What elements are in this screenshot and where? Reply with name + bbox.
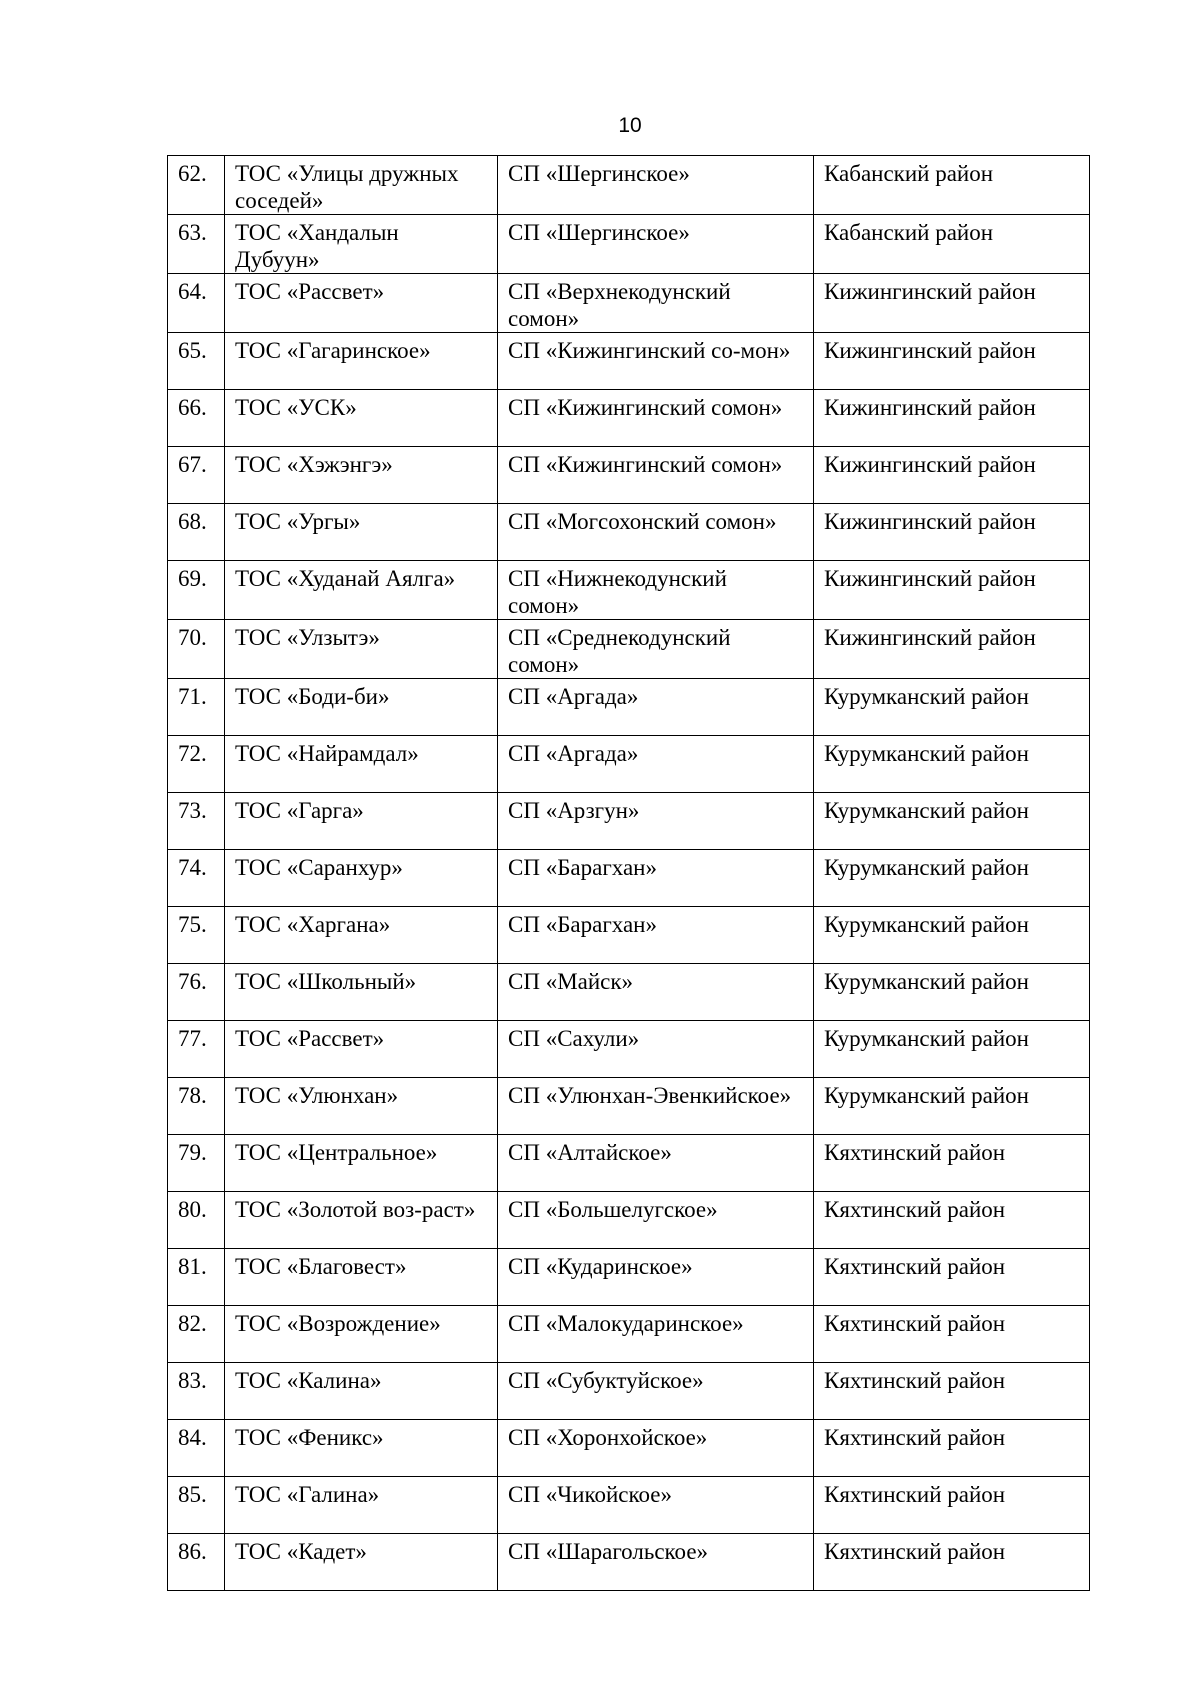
district-cell: Курумканский район [814,964,1090,1021]
tos-name-cell: ТОС «Центральное» [225,1135,498,1192]
table-row [168,1420,1090,1477]
district-cell: Кижингинский район [814,390,1090,447]
district-cell: Кяхтинский район [814,1420,1090,1477]
table-row [168,1534,1090,1591]
settlement-cell: СП «Субуктуйское» [498,1363,814,1420]
tos-name-cell: ТОС «Гарга» [225,793,498,850]
table-row [168,1363,1090,1420]
district-cell: Кяхтинский район [814,1363,1090,1420]
settlement-cell: СП «Майск» [498,964,814,1021]
settlement-cell: СП «Алтайское» [498,1135,814,1192]
settlement-cell: СП «Среднекодунский сомон» [498,620,814,679]
row-number-cell: 75. [168,907,225,964]
district-cell: Кижингинский район [814,620,1090,679]
settlement-cell: СП «Шергинское» [498,156,814,215]
district-cell: Кижингинский район [814,274,1090,333]
district-cell: Курумканский район [814,1078,1090,1135]
district-cell: Кижингинский район [814,504,1090,561]
row-number-cell: 86. [168,1534,225,1591]
row-number-cell: 74. [168,850,225,907]
row-number-cell: 70. [168,620,225,679]
row-number-cell: 67. [168,447,225,504]
page-number: 10 [618,114,642,137]
settlement-cell: СП «Арзгун» [498,793,814,850]
settlement-cell: СП «Сахули» [498,1021,814,1078]
district-cell: Кабанский район [814,215,1090,274]
settlement-cell: СП «Чикойское» [498,1477,814,1534]
settlement-cell: СП «Большелугское» [498,1192,814,1249]
district-cell: Кяхтинский район [814,1192,1090,1249]
settlement-cell: СП «Кижингинский со-мон» [498,333,814,390]
district-cell: Кяхтинский район [814,1135,1090,1192]
table-row [168,679,1090,736]
tos-name-cell: ТОС «Возрождение» [225,1306,498,1363]
row-number-cell: 79. [168,1135,225,1192]
settlement-cell: СП «Кижингинский сомон» [498,390,814,447]
table-row [168,1135,1090,1192]
district-cell: Курумканский район [814,736,1090,793]
table-row [168,907,1090,964]
table-row [168,561,1090,620]
tos-name-cell: ТОС «Улзытэ» [225,620,498,679]
settlement-cell: СП «Малокударинское» [498,1306,814,1363]
settlement-cell: СП «Нижнекодунский сомон» [498,561,814,620]
district-cell: Кяхтинский район [814,1306,1090,1363]
settlement-cell: СП «Могсохонский сомон» [498,504,814,561]
row-number-cell: 68. [168,504,225,561]
settlement-cell: СП «Шергинское» [498,215,814,274]
table-row [168,274,1090,333]
table-row [168,1192,1090,1249]
settlement-cell: СП «Хоронхойское» [498,1420,814,1477]
tos-name-cell: ТОС «Улюнхан» [225,1078,498,1135]
table-row [168,333,1090,390]
district-cell: Кяхтинский район [814,1534,1090,1591]
row-number-cell: 77. [168,1021,225,1078]
settlement-cell: СП «Верхнекодунский сомон» [498,274,814,333]
row-number-cell: 64. [168,274,225,333]
table-row [168,1477,1090,1534]
district-cell: Курумканский район [814,793,1090,850]
row-number-cell: 76. [168,964,225,1021]
tos-name-cell: ТОС «Саранхур» [225,850,498,907]
table-row [168,620,1090,679]
tos-name-cell: ТОС «Харгана» [225,907,498,964]
tos-name-cell: ТОС «Гагаринское» [225,333,498,390]
tos-name-cell: ТОС «Кадет» [225,1534,498,1591]
table-row [168,850,1090,907]
row-number-cell: 72. [168,736,225,793]
row-number-cell: 80. [168,1192,225,1249]
tos-name-cell: ТОС «Галина» [225,1477,498,1534]
settlement-cell: СП «Барагхан» [498,850,814,907]
tos-name-cell: ТОС «Рассвет» [225,1021,498,1078]
tos-name-cell: ТОС «Калина» [225,1363,498,1420]
settlement-cell: СП «Улюнхан-Эвенкийское» [498,1078,814,1135]
row-number-cell: 81. [168,1249,225,1306]
table-row [168,1021,1090,1078]
row-number-cell: 65. [168,333,225,390]
row-number-cell: 73. [168,793,225,850]
settlement-cell: СП «Аргада» [498,679,814,736]
table-row [168,1078,1090,1135]
tos-name-cell: ТОС «Феникс» [225,1420,498,1477]
settlement-cell: СП «Кижингинский сомон» [498,447,814,504]
row-number-cell: 83. [168,1363,225,1420]
district-cell: Кижингинский район [814,447,1090,504]
district-cell: Курумканский район [814,1021,1090,1078]
district-cell: Кабанский район [814,156,1090,215]
district-cell: Кяхтинский район [814,1477,1090,1534]
district-cell: Кяхтинский район [814,1249,1090,1306]
tos-name-cell: ТОС «Худанай Аялга» [225,561,498,620]
settlement-cell: СП «Аргада» [498,736,814,793]
table-row [168,1306,1090,1363]
tos-name-cell: ТОС «Золотой воз-раст» [225,1192,498,1249]
row-number-cell: 84. [168,1420,225,1477]
table-row [168,504,1090,561]
district-cell: Кижингинский район [814,333,1090,390]
tos-name-cell: ТОС «Улицы дружных соседей» [225,156,498,215]
district-cell: Курумканский район [814,850,1090,907]
table-row [168,793,1090,850]
district-cell: Курумканский район [814,907,1090,964]
settlement-cell: СП «Барагхан» [498,907,814,964]
district-cell: Кижингинский район [814,561,1090,620]
tos-registry-table [167,155,1090,1591]
row-number-cell: 62. [168,156,225,215]
settlement-cell: СП «Шарагольское» [498,1534,814,1591]
table-row [168,1249,1090,1306]
tos-name-cell: ТОС «Хэжэнгэ» [225,447,498,504]
district-cell: Курумканский район [814,679,1090,736]
tos-name-cell: ТОС «Боди-би» [225,679,498,736]
tos-name-cell: ТОС «Найрамдал» [225,736,498,793]
settlement-cell: СП «Кударинское» [498,1249,814,1306]
row-number-cell: 82. [168,1306,225,1363]
table-row [168,215,1090,274]
row-number-cell: 66. [168,390,225,447]
table-row [168,736,1090,793]
row-number-cell: 71. [168,679,225,736]
table-row [168,964,1090,1021]
row-number-cell: 78. [168,1078,225,1135]
tos-name-cell: ТОС «Рассвет» [225,274,498,333]
tos-name-cell: ТОС «Благовест» [225,1249,498,1306]
row-number-cell: 63. [168,215,225,274]
table-row [168,447,1090,504]
table-row [168,390,1090,447]
row-number-cell: 85. [168,1477,225,1534]
table-body [168,156,1090,1591]
tos-name-cell: ТОС «УСК» [225,390,498,447]
row-number-cell: 69. [168,561,225,620]
tos-name-cell: ТОС «Хандалын Дубуун» [225,215,498,274]
tos-name-cell: ТОС «Школьный» [225,964,498,1021]
tos-name-cell: ТОС «Ургы» [225,504,498,561]
table-row [168,156,1090,215]
